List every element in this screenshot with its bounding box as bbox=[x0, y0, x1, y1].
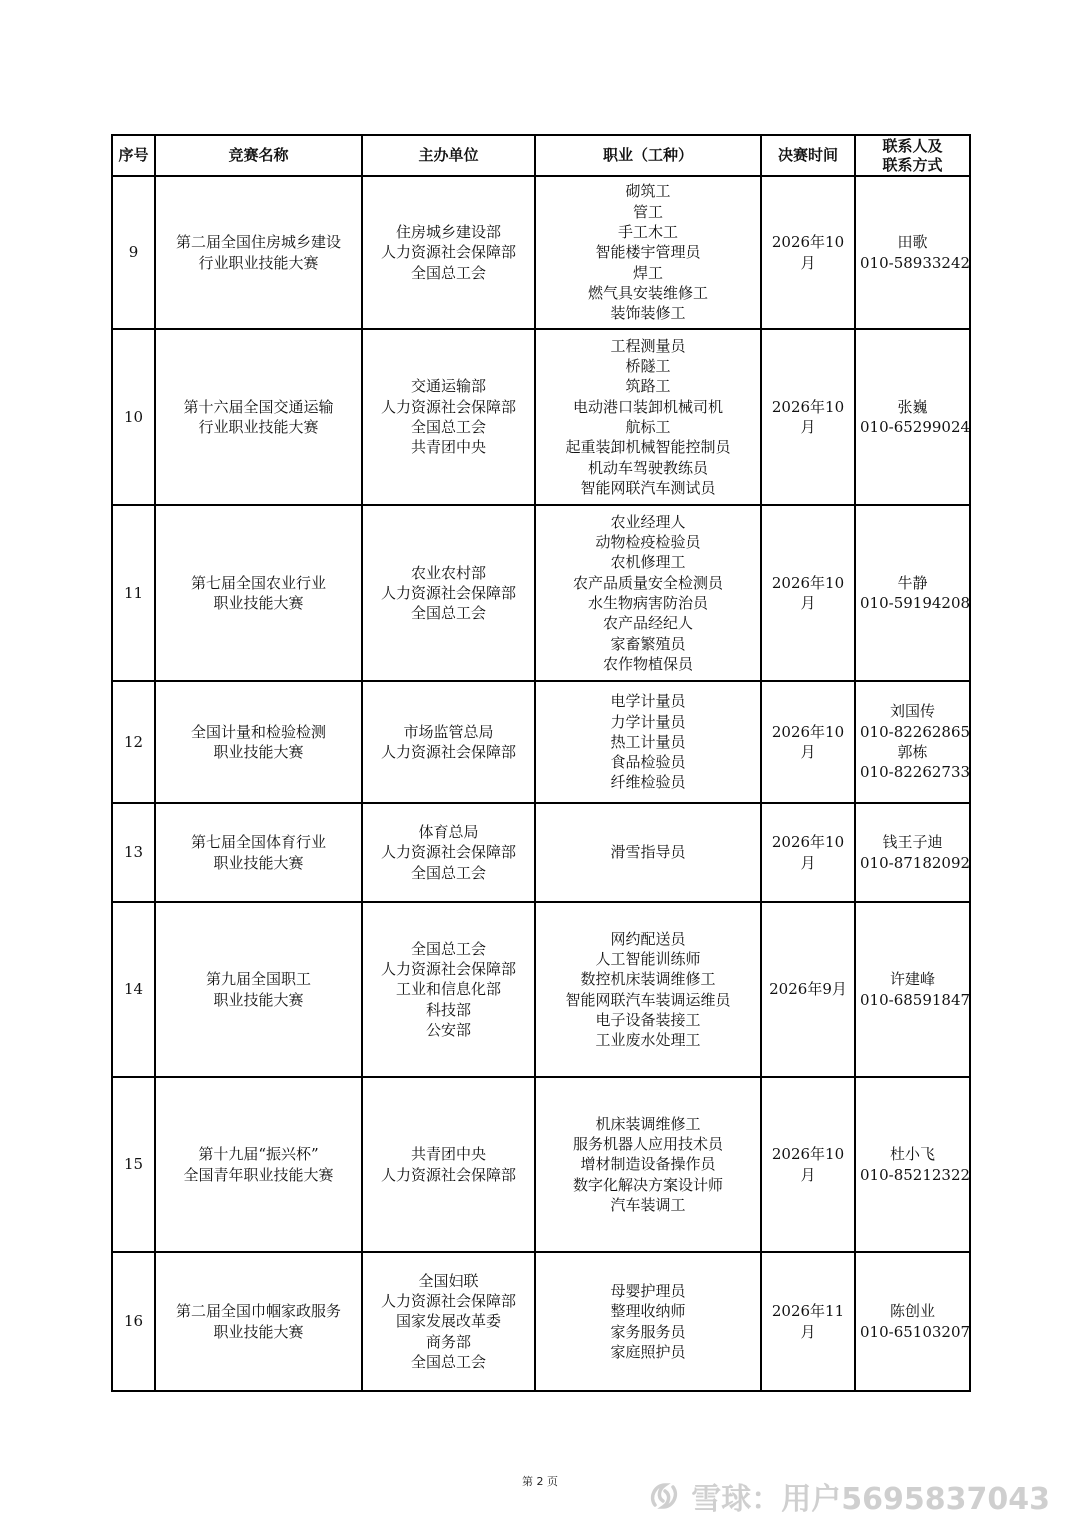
cell-organizers-line: 市场监管总局 bbox=[403, 722, 494, 741]
competition-table bbox=[111, 134, 971, 1392]
cell-organizers-line: 人力资源社会保障部 bbox=[380, 397, 516, 416]
cell-occupations-line: 服务机器人应用技术员 bbox=[572, 1135, 723, 1154]
watermark-text: 雪球：用户5695837043 bbox=[691, 1482, 1050, 1517]
cell-contacts-line: 010-65299024 bbox=[860, 418, 971, 436]
table-body bbox=[112, 176, 970, 1391]
cell-occupations bbox=[535, 176, 761, 329]
table-row bbox=[112, 1252, 970, 1391]
cell-occupations-line: 工业废水处理工 bbox=[595, 1031, 701, 1050]
cell-contacts-line: 010-82262865 bbox=[860, 722, 971, 741]
cell-organizers bbox=[362, 329, 535, 505]
cell-occupations-line: 筑路工 bbox=[625, 377, 671, 396]
cell-occupations-line: 电学计量员 bbox=[610, 692, 686, 711]
cell-occupations-line: 人工智能训练师 bbox=[595, 949, 701, 968]
cell-organizers-line: 人力资源社会保障部 bbox=[380, 843, 516, 862]
cell-competition-name bbox=[155, 329, 362, 505]
cell-organizers-line: 共青团中央 bbox=[410, 438, 486, 457]
snowball-logo-icon bbox=[647, 1479, 681, 1513]
cell-organizers bbox=[362, 1252, 535, 1391]
cell-occupations bbox=[535, 1252, 761, 1391]
cell-occupations-line: 装饰装修工 bbox=[610, 304, 686, 323]
cell-occupations bbox=[535, 681, 761, 803]
cell-occupations-line: 农产品质量安全检测员 bbox=[572, 573, 723, 592]
cell-contacts-line: 郭栋 bbox=[897, 743, 928, 761]
cell-organizers-line: 人力资源社会保障部 bbox=[380, 960, 516, 979]
cell-competition-name-line: 第七届全国农业行业 bbox=[190, 573, 326, 592]
cell-contacts-line: 杜小飞 bbox=[889, 1145, 935, 1164]
cell-competition-name-line: 第七届全国体育行业 bbox=[190, 833, 326, 852]
cell-final-time: 2026年10月 bbox=[761, 505, 855, 681]
cell-contacts-line: 许建峰 bbox=[889, 970, 935, 989]
cell-occupations-line: 智能网联汽车测试员 bbox=[580, 478, 716, 497]
cell-contacts bbox=[855, 803, 970, 902]
table-row bbox=[112, 902, 970, 1077]
cell-contacts-line: 010-59194208 bbox=[860, 594, 971, 612]
cell-organizers-line: 全国妇联 bbox=[418, 1271, 479, 1290]
cell-organizers-line: 全国总工会 bbox=[410, 939, 486, 958]
cell-occupations-line: 手工木工 bbox=[617, 223, 678, 242]
cell-occupations-line: 整理收纳师 bbox=[610, 1302, 686, 1321]
cell-organizers-line: 农业农村部 bbox=[410, 563, 486, 582]
cell-final-time: 2026年11月 bbox=[761, 1252, 855, 1391]
cell-final-time: 2026年10月 bbox=[761, 329, 855, 505]
cell-competition-name bbox=[155, 1252, 362, 1391]
cell-organizers bbox=[362, 803, 535, 902]
cell-occupations-line: 航标工 bbox=[625, 418, 671, 436]
cell-seq: 9 bbox=[112, 176, 155, 329]
cell-occupations-line: 母婴护理员 bbox=[610, 1281, 686, 1300]
cell-competition-name-line: 职业技能大赛 bbox=[213, 1322, 304, 1341]
cell-occupations-line: 动物检疫检验员 bbox=[595, 533, 701, 552]
cell-occupations-line: 农产品经纪人 bbox=[602, 614, 693, 633]
cell-organizers-line: 公安部 bbox=[425, 1020, 471, 1039]
cell-competition-name-line: 全国青年职业技能大赛 bbox=[183, 1165, 334, 1184]
cell-competition-name bbox=[155, 1077, 362, 1252]
cell-occupations-line: 纤维检验员 bbox=[610, 773, 686, 792]
cell-organizers-line: 工业和信息化部 bbox=[395, 980, 501, 999]
cell-competition-name-line: 第十六届全国交通运输 bbox=[183, 397, 334, 416]
cell-contacts bbox=[855, 176, 970, 329]
cell-organizers-line: 国家发展改革委 bbox=[395, 1312, 501, 1331]
cell-occupations-line: 增材制造设备操作员 bbox=[580, 1155, 716, 1174]
cell-organizers-line: 住房城乡建设部 bbox=[395, 223, 501, 242]
cell-organizers-line: 全国总工会 bbox=[410, 863, 486, 882]
table-header-row bbox=[112, 135, 970, 176]
cell-occupations-line: 农机修理工 bbox=[610, 553, 686, 572]
cell-occupations bbox=[535, 902, 761, 1077]
cell-organizers-line: 交通运输部 bbox=[410, 377, 486, 396]
cell-competition-name-line: 行业职业技能大赛 bbox=[198, 253, 319, 272]
header-seq: 序号 bbox=[112, 135, 155, 176]
cell-contacts bbox=[855, 505, 970, 681]
cell-occupations-line: 燃气具安装维修工 bbox=[587, 283, 708, 302]
cell-seq: 15 bbox=[112, 1077, 155, 1252]
cell-competition-name bbox=[155, 681, 362, 803]
cell-occupations bbox=[535, 1077, 761, 1252]
cell-competition-name bbox=[155, 902, 362, 1077]
cell-occupations-line: 家畜繁殖员 bbox=[610, 634, 686, 653]
cell-organizers-line: 全国总工会 bbox=[410, 1352, 486, 1371]
cell-contacts-line: 010-87182092 bbox=[860, 853, 971, 872]
cell-organizers bbox=[362, 505, 535, 681]
page-number: 第 2 页 bbox=[522, 1475, 558, 1488]
cell-contacts-line: 钱王子迪 bbox=[882, 833, 943, 852]
cell-contacts-line: 010-58933242 bbox=[860, 253, 971, 272]
cell-organizers-line: 人力资源社会保障部 bbox=[380, 1165, 516, 1184]
cell-contacts-line: 张巍 bbox=[897, 397, 928, 416]
cell-contacts bbox=[855, 329, 970, 505]
cell-competition-name-line: 全国计量和检验检测 bbox=[190, 722, 326, 741]
cell-occupations-line: 焊工 bbox=[632, 263, 663, 282]
cell-occupations-line: 数字化解决方案设计师 bbox=[572, 1175, 723, 1194]
cell-occupations-line: 桥隧工 bbox=[625, 357, 671, 376]
table-row bbox=[112, 329, 970, 505]
cell-contacts-line: 010-68591847 bbox=[860, 990, 971, 1009]
cell-occupations bbox=[535, 329, 761, 505]
cell-competition-name-line: 职业技能大赛 bbox=[213, 853, 304, 872]
cell-organizers-line: 共青团中央 bbox=[410, 1145, 486, 1164]
cell-seq: 11 bbox=[112, 505, 155, 681]
header-organizers: 主办单位 bbox=[362, 135, 535, 176]
cell-occupations-line: 农作物植保员 bbox=[602, 654, 693, 673]
cell-contacts-line: 010-65103207 bbox=[860, 1322, 971, 1341]
cell-final-time: 2026年9月 bbox=[761, 902, 855, 1077]
cell-occupations-line: 数控机床装调维修工 bbox=[580, 970, 716, 989]
cell-competition-name-line: 行业职业技能大赛 bbox=[198, 418, 319, 436]
cell-occupations-line: 机床装调维修工 bbox=[595, 1114, 701, 1133]
cell-contacts bbox=[855, 1252, 970, 1391]
cell-contacts-line: 田歌 bbox=[897, 233, 928, 252]
table-row bbox=[112, 1077, 970, 1252]
cell-final-time: 2026年10月 bbox=[761, 803, 855, 902]
header-contacts: 联系人及 联系方式 bbox=[855, 135, 970, 176]
cell-occupations-line: 家庭照护员 bbox=[610, 1342, 686, 1361]
cell-competition-name bbox=[155, 803, 362, 902]
cell-seq: 12 bbox=[112, 681, 155, 803]
cell-organizers-line: 科技部 bbox=[425, 1000, 471, 1019]
cell-occupations-line: 家务服务员 bbox=[610, 1322, 686, 1341]
watermark bbox=[647, 1474, 1050, 1518]
table-row bbox=[112, 681, 970, 803]
cell-occupations bbox=[535, 505, 761, 681]
cell-competition-name-line: 第二届全国巾帼家政服务 bbox=[175, 1302, 341, 1321]
cell-occupations-line: 电动港口装卸机械司机 bbox=[572, 397, 723, 416]
cell-final-time: 2026年10月 bbox=[761, 176, 855, 329]
cell-occupations-line: 砌筑工 bbox=[625, 182, 671, 201]
cell-occupations-line: 智能楼宇管理员 bbox=[595, 243, 701, 262]
cell-occupations-line: 农业经理人 bbox=[610, 512, 686, 531]
cell-final-time: 2026年10月 bbox=[761, 681, 855, 803]
header-final-time: 决赛时间 bbox=[761, 135, 855, 176]
cell-organizers-line: 人力资源社会保障部 bbox=[380, 583, 516, 602]
table-row bbox=[112, 176, 970, 329]
cell-final-time: 2026年10月 bbox=[761, 1077, 855, 1252]
cell-organizers-line: 商务部 bbox=[425, 1332, 471, 1351]
cell-occupations-line: 网约配送员 bbox=[610, 929, 686, 948]
cell-contacts-line: 010-82262733 bbox=[860, 763, 971, 782]
cell-organizers-line: 人力资源社会保障部 bbox=[380, 1292, 516, 1311]
cell-competition-name-line: 第十九届“振兴杯” bbox=[198, 1145, 319, 1164]
cell-occupations-line: 智能网联汽车装调运维员 bbox=[565, 990, 731, 1009]
cell-organizers-line: 人力资源社会保障部 bbox=[380, 743, 516, 761]
cell-competition-name-line: 职业技能大赛 bbox=[213, 594, 304, 612]
table-row bbox=[112, 505, 970, 681]
cell-competition-name bbox=[155, 176, 362, 329]
cell-occupations-line: 管工 bbox=[632, 202, 663, 221]
table-row bbox=[112, 803, 970, 902]
cell-occupations-line: 热工计量员 bbox=[610, 732, 686, 751]
cell-seq: 10 bbox=[112, 329, 155, 505]
cell-occupations-line: 力学计量员 bbox=[610, 712, 686, 731]
cell-occupations-line: 汽车装调工 bbox=[610, 1195, 686, 1214]
cell-competition-name-line: 职业技能大赛 bbox=[213, 743, 304, 761]
cell-contacts-line: 010-85212322 bbox=[860, 1165, 971, 1184]
cell-competition-name-line: 第九届全国职工 bbox=[205, 970, 311, 989]
cell-organizers-line: 全国总工会 bbox=[410, 263, 486, 282]
cell-seq: 16 bbox=[112, 1252, 155, 1391]
header-name: 竞赛名称 bbox=[155, 135, 362, 176]
cell-organizers-line: 全国总工会 bbox=[410, 418, 486, 436]
cell-contacts bbox=[855, 681, 970, 803]
cell-organizers bbox=[362, 681, 535, 803]
cell-organizers bbox=[362, 1077, 535, 1252]
header-occupations: 职业（工种） bbox=[535, 135, 761, 176]
cell-occupations-line: 滑雪指导员 bbox=[610, 843, 686, 862]
cell-seq: 14 bbox=[112, 902, 155, 1077]
cell-seq: 13 bbox=[112, 803, 155, 902]
cell-occupations-line: 机动车驾驶教练员 bbox=[587, 458, 708, 477]
cell-occupations-line: 起重装卸机械智能控制员 bbox=[565, 438, 731, 457]
cell-occupations-line: 食品检验员 bbox=[610, 753, 686, 772]
cell-organizers-line: 体育总局 bbox=[418, 823, 479, 842]
cell-occupations-line: 电子设备装接工 bbox=[595, 1010, 701, 1029]
cell-organizers bbox=[362, 176, 535, 329]
cell-organizers-line: 全国总工会 bbox=[410, 604, 486, 623]
cell-occupations-line: 工程测量员 bbox=[610, 336, 686, 355]
cell-contacts-line: 刘国传 bbox=[889, 702, 935, 721]
cell-competition-name-line: 职业技能大赛 bbox=[213, 990, 304, 1009]
cell-contacts bbox=[855, 902, 970, 1077]
cell-contacts-line: 牛静 bbox=[897, 573, 928, 592]
cell-organizers bbox=[362, 902, 535, 1077]
cell-occupations-line: 水生物病害防治员 bbox=[587, 594, 708, 612]
cell-organizers-line: 人力资源社会保障部 bbox=[380, 243, 516, 262]
cell-contacts-line: 陈创业 bbox=[889, 1302, 935, 1321]
cell-competition-name bbox=[155, 505, 362, 681]
cell-occupations bbox=[535, 803, 761, 902]
cell-contacts bbox=[855, 1077, 970, 1252]
cell-competition-name-line: 第二届全国住房城乡建设 bbox=[175, 233, 341, 252]
